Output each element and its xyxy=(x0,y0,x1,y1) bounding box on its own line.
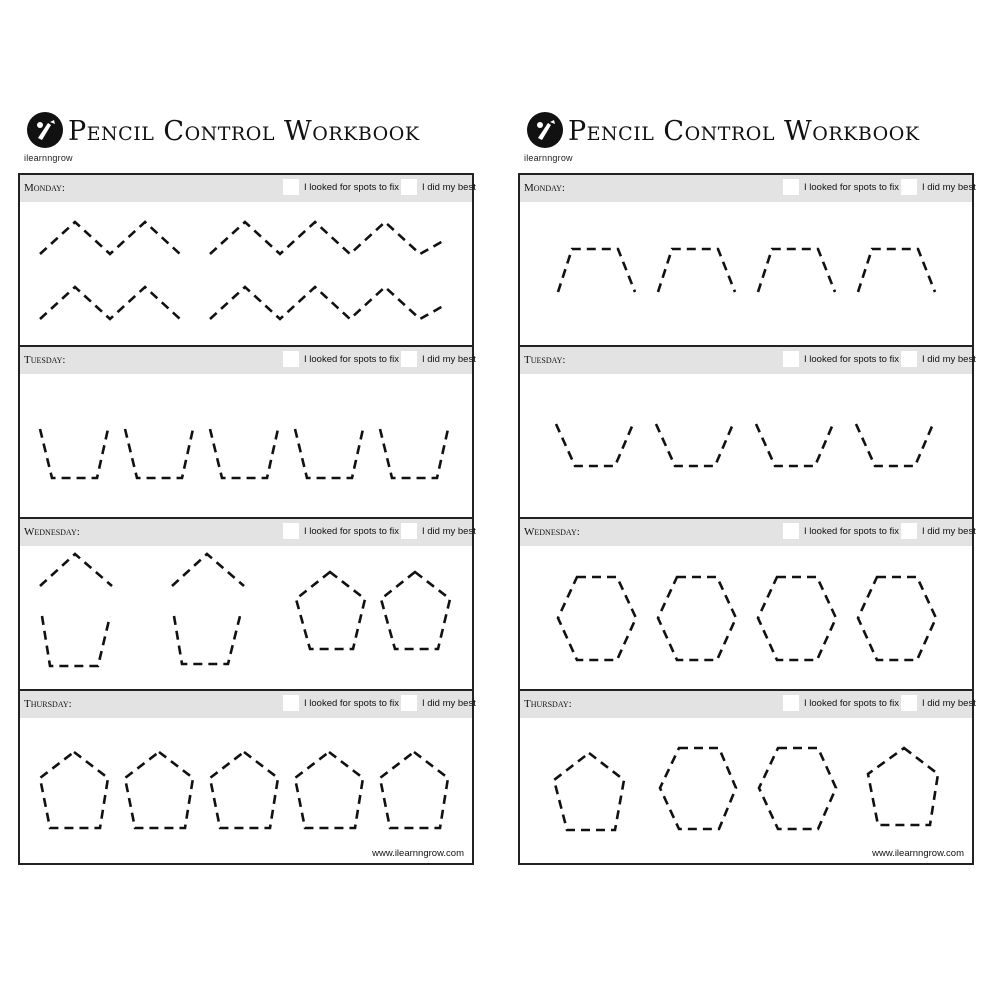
hexagon-shape xyxy=(758,577,836,660)
hexagon-shape xyxy=(759,748,836,829)
checkbox[interactable] xyxy=(901,523,917,539)
check-spots[interactable] xyxy=(783,351,899,367)
check-label: I looked for spots to fix xyxy=(304,181,400,193)
check-best[interactable] xyxy=(901,523,976,539)
brand-header xyxy=(524,108,964,168)
cup-shape xyxy=(756,424,833,466)
check-label: I looked for spots to fix xyxy=(804,181,900,193)
worksheet-frame xyxy=(518,173,974,865)
hat-shape xyxy=(558,249,635,292)
checkbox[interactable] xyxy=(783,695,799,711)
check-label: I did my best xyxy=(422,353,476,365)
check-label: I did my best xyxy=(922,353,976,365)
check-best[interactable] xyxy=(901,351,976,367)
tracing-pattern xyxy=(20,718,472,863)
day-section-wednesday xyxy=(20,519,476,691)
check-best[interactable] xyxy=(901,179,976,195)
check-label: I looked for spots to fix xyxy=(804,353,900,365)
open-pentagon xyxy=(40,554,112,586)
brand-name: ilearnngrow xyxy=(524,153,573,163)
logo-icon xyxy=(526,111,564,149)
check-label: I looked for spots to fix xyxy=(804,525,900,537)
check-label: I looked for spots to fix xyxy=(304,697,400,709)
pentagon-shape xyxy=(40,752,108,828)
day-header xyxy=(520,691,976,718)
tracing-pattern xyxy=(20,202,472,347)
zigzag-line xyxy=(210,222,445,254)
day-section-tuesday xyxy=(520,347,976,519)
tracing-pattern xyxy=(20,546,472,691)
day-header xyxy=(20,691,476,718)
checkbox[interactable] xyxy=(783,179,799,195)
check-label: I did my best xyxy=(922,697,976,709)
tracing-pattern xyxy=(520,718,972,863)
check-label: I did my best xyxy=(922,525,976,537)
day-header xyxy=(520,519,976,546)
pentagon-shape xyxy=(296,572,365,649)
cup-shape xyxy=(856,424,933,466)
tracing-pattern xyxy=(520,374,972,519)
check-best[interactable] xyxy=(401,179,476,195)
check-spots[interactable] xyxy=(283,695,399,711)
footer-url[interactable]: www.ilearnngrow.com xyxy=(872,848,964,859)
day-section-wednesday xyxy=(520,519,976,691)
hat-shape xyxy=(858,249,935,292)
day-section-monday xyxy=(520,175,976,347)
check-spots[interactable] xyxy=(283,351,399,367)
zigzag-line xyxy=(40,287,180,319)
zigzag-line xyxy=(40,222,180,254)
logo-icon xyxy=(26,111,64,149)
check-spots[interactable] xyxy=(783,695,899,711)
day-section-tuesday xyxy=(20,347,476,519)
checkbox[interactable] xyxy=(401,351,417,367)
day-header xyxy=(20,347,476,374)
footer-url[interactable]: www.ilearnngrow.com xyxy=(372,848,464,859)
checkbox[interactable] xyxy=(283,351,299,367)
check-spots[interactable] xyxy=(783,523,899,539)
check-label: I did my best xyxy=(422,181,476,193)
pentagon-shape xyxy=(295,752,363,828)
day-label: Wednesday: xyxy=(24,526,80,538)
day-label: Tuesday: xyxy=(524,354,566,366)
check-label: I did my best xyxy=(422,697,476,709)
check-spots[interactable] xyxy=(283,523,399,539)
pentagon-shape xyxy=(554,753,624,830)
day-header xyxy=(520,175,976,202)
pentagon-shape xyxy=(125,752,193,828)
day-label: Tuesday: xyxy=(24,354,66,366)
worksheet-page-right xyxy=(516,100,976,880)
pentagon-shape xyxy=(210,752,278,828)
workbook-title: Pencil Control Workbook xyxy=(568,116,920,147)
day-label: Wednesday: xyxy=(524,526,580,538)
check-label: I looked for spots to fix xyxy=(304,525,400,537)
worksheet-frame xyxy=(18,173,474,865)
open-pentagon xyxy=(172,554,244,586)
cup-shape xyxy=(380,429,448,478)
check-spots[interactable] xyxy=(783,179,899,195)
checkbox[interactable] xyxy=(901,695,917,711)
checkbox[interactable] xyxy=(401,695,417,711)
day-header xyxy=(520,347,976,374)
day-section-monday xyxy=(20,175,476,347)
checkbox[interactable] xyxy=(901,351,917,367)
day-section-thursday xyxy=(520,691,976,863)
hat-shape xyxy=(758,249,835,292)
tracing-pattern xyxy=(520,202,972,347)
checkbox[interactable] xyxy=(783,351,799,367)
check-spots[interactable] xyxy=(283,179,399,195)
cup-shape xyxy=(125,429,193,478)
brand-name: ilearnngrow xyxy=(24,153,73,163)
pentagon-shape xyxy=(380,752,448,828)
hexagon-shape xyxy=(660,748,736,829)
check-best[interactable] xyxy=(401,695,476,711)
tracing-pattern xyxy=(20,374,472,519)
cup-shape xyxy=(656,424,733,466)
day-label: Monday: xyxy=(524,182,565,194)
check-best[interactable] xyxy=(401,523,476,539)
cup-shape xyxy=(210,429,278,478)
checkbox[interactable] xyxy=(401,179,417,195)
day-label: Monday: xyxy=(24,182,65,194)
day-header xyxy=(20,519,476,546)
checkbox[interactable] xyxy=(783,523,799,539)
hat-shape xyxy=(658,249,735,292)
worksheet-page-left xyxy=(16,100,476,880)
checkbox[interactable] xyxy=(901,179,917,195)
day-header xyxy=(20,175,476,202)
day-section-thursday xyxy=(20,691,476,863)
checkbox[interactable] xyxy=(283,695,299,711)
checkbox[interactable] xyxy=(283,179,299,195)
day-label: Thursday: xyxy=(524,698,572,710)
cup-shape xyxy=(556,424,633,466)
checkbox[interactable] xyxy=(401,523,417,539)
check-label: I looked for spots to fix xyxy=(804,697,900,709)
cup-shape xyxy=(295,429,363,478)
pentagon-shape xyxy=(868,748,938,825)
cup-shape xyxy=(40,429,108,478)
open-pentagon xyxy=(42,616,110,666)
brand-header xyxy=(24,108,464,168)
check-best[interactable] xyxy=(401,351,476,367)
check-label: I did my best xyxy=(422,525,476,537)
zigzag-line xyxy=(210,287,445,319)
hexagon-shape xyxy=(558,577,636,660)
check-label: I did my best xyxy=(922,181,976,193)
open-pentagon xyxy=(174,616,240,664)
hexagon-shape xyxy=(658,577,736,660)
check-best[interactable] xyxy=(901,695,976,711)
tracing-pattern xyxy=(520,546,972,691)
day-label: Thursday: xyxy=(24,698,72,710)
workbook-title: Pencil Control Workbook xyxy=(68,116,420,147)
pentagon-shape xyxy=(381,572,450,649)
hexagon-shape xyxy=(858,577,936,660)
check-label: I looked for spots to fix xyxy=(304,353,400,365)
checkbox[interactable] xyxy=(283,523,299,539)
